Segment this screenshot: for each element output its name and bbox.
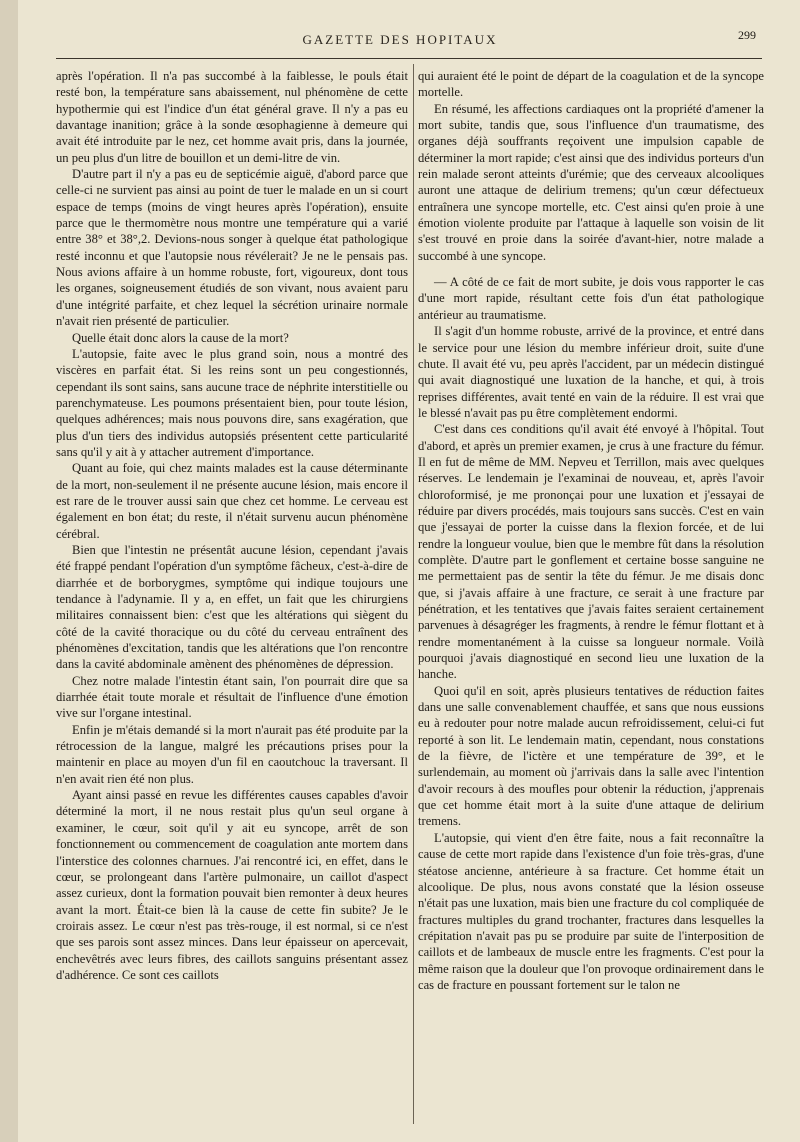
right-column <box>418 68 764 993</box>
header-rule <box>56 58 762 59</box>
paragraph: En résumé, les affections cardiaques ont la propriété d'amener la mort subite, tandis que, sous l'influence d'un traumatisme, des organes déjà souffrants reçoivent une impulsion capable de déterminer la mort rapide; c'est ainsi que des individus porteurs d'un rein malade seront atteints d'urémie; que des cerveaux alcooliques auront une attaque de delirium tremens; qu'un cœur défectueux entraînera une syncope mortelle, etc. C'est ainsi qu'en proie à une émotion violente produite par l'attaque à laquelle son voisin de lit s'est trouvé en proie dans la soirée d'avant-hier, notre malade a succombé à une syncope. <box>418 101 764 263</box>
running-title: GAZETTE DES HOPITAUX <box>302 32 498 47</box>
paragraph: Bien que l'intestin ne présentât aucune lésion, cependant j'avais été frappé pendant l'opération d'un symptôme fâcheux, c'est-à-dire de diarrhée et de borborygmes, symptôme qui indique toujours une tendance à l'adynamie. Il y a, en effet, un fait que les chirurgiens militaires connaissent bien: c'est que les altérations qui siègent du côté de la cavité thoracique ou du côté du cerveau entraînent des phénomènes d'excitation, tandis que les altérations que l'on rencontre dans la cavité abdominale amènent des phénomènes de dépression. <box>56 542 408 672</box>
paragraph: D'autre part il n'y a pas eu de septicémie aiguë, d'abord parce que celle-ci ne survient pas ainsi au point de tuer le malade en un si court espace de temps (moins de vingt heures après l'opération), ensuite parce que le thermomètre nous montre une température qui a varié entre 38° et 38°,2. Devions-nous songer à quelque état pathologique resté inconnu et que l'autopsie nous révélerait? Je ne le pensais pas. Nous avions affaire à un homme robuste, fort, vigoureux, dont tous les organes, soigneusement étudiés de son vivant, nous avaient paru d'une intégrité parfaite, et chez lequel la sécrétion urinaire normale n'avait rien présenté de particulier. <box>56 167 408 329</box>
paragraph: Quoi qu'il en soit, après plusieurs tentatives de réduction faites dans une salle convenablement chauffée, et sans que nous eussions eu à redouter pour notre malade aucun refroidissement, celui-ci fut reporté à son lit. Le lendemain matin, cependant, nous constations de la fièvre, de l'ictère et une température de 39°, et le surlendemain, au moment où j'arrivais dans la salle avec l'intention d'avoir recours à des moufles pour obtenir la réduction, j'apprenais que cet homme était mort à la suite d'une attaque de delirium tremens. <box>418 683 764 829</box>
paragraph: qui auraient été le point de départ de la coagulation et de la syncope mortelle. <box>418 69 764 100</box>
page-number: 299 <box>738 28 756 42</box>
paragraph: Enfin je m'étais demandé si la mort n'aurait pas été produite par la rétrocession de la langue, malgré les précautions prises pour la maintenir en place au moyen d'un fil en caoutchouc la traversant. Il n'en avait rien été non plus. <box>56 722 408 786</box>
paragraph: L'autopsie, faite avec le plus grand soin, nous a montré des viscères en parfait état. Si les reins sont un peu congestionnés, cependant ils sont sains, sans aucune trace de néphrite interstitielle ou parenchymateuse. Les poumons présentaient bien, pour toute lésion, quelques adhérences; mais nous pouvons dire, sans exagération, que plus d'un tiers des individus autopsiés présentent cette particularité sans qu'il y ait à y attacher autrement d'importance. <box>56 346 408 459</box>
paragraph: Quant au foie, qui chez maints malades est la cause déterminante de la mort, non-seulement il ne présente aucune lésion, mais encore il est rare de le trouver aussi sain que chez cet homme. Le cerveau est également en bon état; du reste, il n'était survenu aucun phénomène cérébral. <box>56 461 408 541</box>
paragraph: Quelle était donc alors la cause de la mort? <box>72 330 289 345</box>
paragraph: C'est dans ces conditions qu'il avait été envoyé à l'hôpital. Tout d'abord, et après un premier examen, je crus à une fracture du fémur. Il en fut de même de MM. Nepveu et Terrillon, mais avec quelques réserves. Le lendemain je l'examinai de nouveau, et, après l'avoir chloroformisé, je me prononçai pour une luxation et j'essayai de réduire par divers procédés, mais toujours sans succès. C'est en vain que j'essayai de porter la cuisse dans la flexion forcée, et de lui rendre la longueur voulue, bien que le membre fût dans la résolution complète. D'autre part le gonflement et certaine bosse sanguine ne me permettaient pas de sentir la tête du fémur. Je me disais donc que, si j'avais affaire à une fracture, ce serait à une fracture par pénétration, et les tentatives que j'avais faites seraient certainement parvenues à désagréger les fragments, à rendre le fémur flottant et à rendre momentanément à la cuisse sa longueur normale. Voilà pourquoi j'avais diagnostiqué en second lieu une luxation de la hanche. <box>418 422 764 682</box>
page-header <box>0 28 800 52</box>
paragraph: Ayant ainsi passé en revue les différentes causes capables d'avoir déterminé la mort, il ne nous restait plus qu'un seul organe à examiner, le cœur, soit qu'il y ait eu syncope, arrêt de son fonctionnement ou commencement de coagulation ante mortem dans l'interstice des colonnes charnues. J'ai rencontré ici, en effet, dans le cœur, se prolongeant dans l'artère pulmonaire, un caillot d'aspect assez curieux, dont la formation pouvait bien remonter à deux heures avant la mort. Était-ce bien là la cause de cette fin subite? Je le croirais assez. Le cœur n'est pas très-rouge, il est normal, si ce n'est que ses parois sont assez minces. Dans leur épaisseur on apercevait, enchevêtrés avec leurs fibres, des caillots sanguins présentant assez d'adhérence. Ce sont ces caillots <box>56 788 408 982</box>
paragraph: Il s'agit d'un homme robuste, arrivé de la province, et entré dans le service pour une lésion du membre inférieur droit, suite d'une chute. Il avait été vu, peu après l'accident, par un médecin distingué qui avait diagnostiqué une luxation de la hanche, et qui, à trois reprises différentes, avait tenté en vain de la réduire. Il est vrai que le blessé n'avait pas pu être complètement endormi. <box>418 324 764 420</box>
paragraph: — A côté de ce fait de mort subite, je dois vous rapporter le cas d'une mort rapide, résultant cette fois d'un état pathologique antérieur au traumatisme. <box>418 275 764 322</box>
column-divider <box>413 64 414 1124</box>
paragraph: Chez notre malade l'intestin étant sain, l'on pourrait dire que sa diarrhée était toute morale et résultait de l'influence d'une émotion vive sur l'organe intestinal. <box>56 673 408 721</box>
paragraph: après l'opération. Il n'a pas succombé à la faiblesse, le pouls était resté bon, la température sans abaissement, nul phénomène de cette hypothermie qui est l'indice d'un état général grave. Il n'y a pas eu davantage inanition; grâce à la sonde œsophagienne à demeure qui avait été introduite par le nez, cet homme avait pris, dans la journée, un peu plus d'un litre de bouillon et un demi-litre de vin. <box>56 69 408 165</box>
paragraph: L'autopsie, qui vient d'en être faite, nous a fait reconnaître la cause de cette mort rapide dans l'existence d'un foie très-gras, d'une stéatose ancienne, antérieure à sa fracture. Cet homme était un alcoolique. De plus, nous avons constaté que la lésion osseuse n'était pas une luxation, mais bien une fracture du col compliquée de fractures multiples du grand trochanter, fractures dans lesquelles la crépitation n'avait pas pu se produire par suite de l'interposition de caillots et de lambeaux de muscle entre les fragments. C'est pour la même raison que la douleur que l'on provoque ordinairement dans le cas de fracture en poussant fortement sur le talon ne <box>418 830 764 992</box>
binding-gutter <box>0 0 18 1142</box>
left-column <box>56 68 408 983</box>
